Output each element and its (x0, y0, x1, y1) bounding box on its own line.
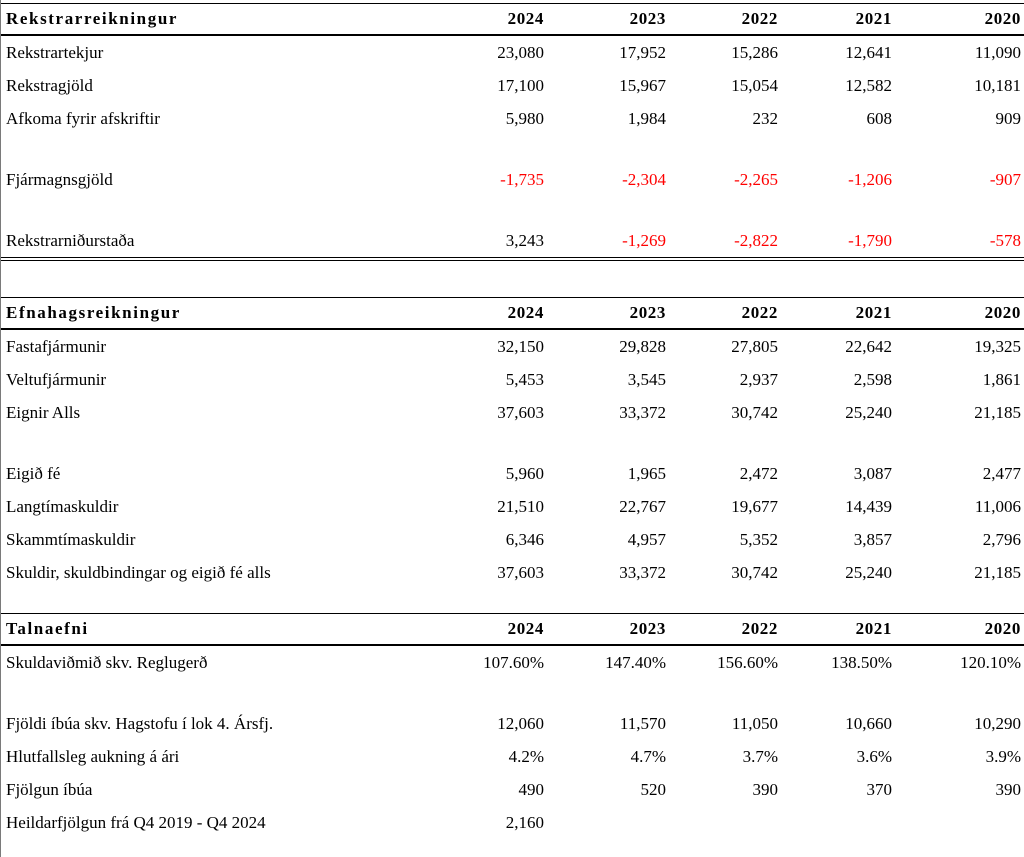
cell-value: 4.7% (630, 746, 666, 766)
cell-value: 390 (752, 779, 778, 799)
section-body (1, 329, 1024, 589)
cell-value: 232 (752, 108, 778, 128)
cell-value: 1,861 (982, 369, 1021, 389)
cell-value: 3,545 (627, 369, 666, 389)
cell-value: 2,796 (982, 529, 1021, 549)
cell-value: 15,967 (619, 75, 666, 95)
spacer-cell (1, 679, 1024, 707)
spacer-cell (1, 196, 1024, 224)
data-row (1, 773, 1024, 806)
data-row (1, 224, 1024, 259)
cell-value: 3,857 (853, 529, 892, 549)
cell-value: 22,642 (845, 336, 892, 356)
data-row (1, 490, 1024, 523)
row-label: Fjöldi íbúa skv. Hagstofu í lok 4. Ársfj. (6, 713, 274, 733)
row-label: Hlutfallsleg aukning á ári (6, 746, 180, 766)
cell-value: 120.10% (960, 652, 1021, 672)
financial-table (1, 613, 1024, 839)
row-label: Rekstrartekjur (6, 42, 104, 62)
data-row (1, 645, 1024, 679)
cell-value: 107.60% (483, 652, 544, 672)
cell-value: 5,352 (739, 529, 778, 549)
cell-value: 2,598 (853, 369, 892, 389)
year-column-header: 2020 (895, 4, 1024, 36)
section-title: Efnahagsreikningur (1, 298, 431, 330)
data-row (1, 806, 1024, 839)
year-column-header: 2024 (431, 4, 547, 36)
year-column-header: 2023 (547, 614, 669, 646)
cell-value: 11,090 (974, 42, 1021, 62)
cell-value: 33,372 (619, 562, 666, 582)
cell-value: 3,087 (853, 463, 892, 483)
report-section (1, 3, 1024, 261)
cell-value: 10,290 (974, 713, 1021, 733)
data-row (1, 396, 1024, 429)
year-column-header: 2023 (547, 298, 669, 330)
cell-value: 390 (995, 779, 1021, 799)
row-label: Afkoma fyrir afskriftir (6, 108, 160, 128)
cell-value: 156.60% (717, 652, 778, 672)
cell-value: -907 (989, 169, 1021, 189)
year-column-header: 2024 (431, 298, 547, 330)
row-label: Langtímaskuldir (6, 496, 119, 516)
year-column-header: 2020 (895, 614, 1024, 646)
cell-value: 4,957 (627, 529, 666, 549)
cell-value: 12,582 (845, 75, 892, 95)
cell-value: 29,828 (619, 336, 666, 356)
year-column-header: 2021 (781, 4, 895, 36)
cell-value: 37,603 (497, 562, 544, 582)
row-label: Eignir Alls (6, 402, 81, 422)
row-label: Skuldaviðmið skv. Reglugerð (6, 652, 208, 672)
cell-value: 25,240 (845, 562, 892, 582)
cell-value: 15,286 (731, 42, 778, 62)
cell-value: 21,185 (974, 402, 1021, 422)
row-label: Rekstrarniðurstaða (1, 224, 431, 259)
data-row (1, 523, 1024, 556)
cell-value: 14,439 (845, 496, 892, 516)
spacer-row (1, 429, 1024, 457)
row-label: Skammtímaskuldir (6, 529, 136, 549)
cell-value: 370 (866, 779, 892, 799)
data-row (1, 707, 1024, 740)
cell-value: 23,080 (497, 42, 544, 62)
cell-value: 11,050 (731, 713, 778, 733)
section-header-row (1, 4, 1024, 36)
cell-value: 25,240 (845, 402, 892, 422)
cell-value: 37,603 (497, 402, 544, 422)
cell-value: 19,325 (974, 336, 1021, 356)
cell-value: 10,181 (974, 75, 1021, 95)
cell-value: -1,735 (500, 169, 544, 189)
cell-value: 10,660 (845, 713, 892, 733)
financial-table (1, 297, 1024, 589)
row-label: Fjölgun íbúa (6, 779, 93, 799)
section-title: Talnaefni (1, 614, 431, 646)
cell-value: 5,453 (505, 369, 544, 389)
cell-value: 3,243 (431, 224, 547, 259)
data-row (1, 556, 1024, 589)
cell-value: 4.2% (508, 746, 544, 766)
cell-value: -1,206 (848, 169, 892, 189)
cell-empty (895, 806, 1024, 839)
cell-value: 2,477 (982, 463, 1021, 483)
cell-value: 17,100 (497, 75, 544, 95)
data-row (1, 363, 1024, 396)
year-column-header: 2020 (895, 298, 1024, 330)
section-title: Rekstrarreikningur (1, 4, 431, 36)
data-row (1, 102, 1024, 135)
cell-value: -2,822 (669, 224, 781, 259)
year-column-header: 2023 (547, 4, 669, 36)
year-column-header: 2022 (669, 614, 781, 646)
spacer-row (1, 135, 1024, 163)
year-column-header: 2022 (669, 298, 781, 330)
row-label: Fastafjármunir (6, 336, 107, 356)
data-row (1, 163, 1024, 196)
spacer-row (1, 679, 1024, 707)
cell-value: -2,265 (734, 169, 778, 189)
year-column-header: 2024 (431, 614, 547, 646)
cell-empty (781, 806, 895, 839)
cell-value: 520 (640, 779, 666, 799)
cell-value: 1,984 (627, 108, 666, 128)
cell-value: 1,965 (627, 463, 666, 483)
year-column-header: 2022 (669, 4, 781, 36)
cell-value: 3.9% (985, 746, 1021, 766)
cell-value: 32,150 (497, 336, 544, 356)
row-label: Rekstragjöld (6, 75, 93, 95)
data-row (1, 69, 1024, 102)
cell-value: 3.6% (856, 746, 892, 766)
cell-value: 21,510 (497, 496, 544, 516)
report-section (1, 297, 1024, 589)
section-header-row (1, 298, 1024, 330)
section-body (1, 35, 1024, 259)
cell-value: 21,185 (974, 562, 1021, 582)
spacer-cell (1, 135, 1024, 163)
row-label: Fjármagnsgjöld (6, 169, 113, 189)
row-label: Eigið fé (6, 463, 61, 483)
cell-value: -1,790 (781, 224, 895, 259)
data-row (1, 740, 1024, 773)
cell-value: 5,960 (505, 463, 544, 483)
cell-value: 490 (518, 779, 544, 799)
year-column-header: 2021 (781, 298, 895, 330)
financial-table (1, 3, 1024, 261)
data-row (1, 457, 1024, 490)
cell-value: 6,346 (505, 529, 544, 549)
data-row (1, 35, 1024, 69)
cell-value: 2,160 (505, 812, 544, 832)
cell-value: 30,742 (731, 402, 778, 422)
section-body (1, 645, 1024, 839)
cell-value: -578 (895, 224, 1024, 259)
cell-value: 5,980 (505, 108, 544, 128)
cell-value: 30,742 (731, 562, 778, 582)
cell-value: 2,472 (739, 463, 778, 483)
data-row (1, 329, 1024, 363)
cell-value: 15,054 (731, 75, 778, 95)
cell-value: -1,269 (547, 224, 669, 259)
cell-value: 12,641 (845, 42, 892, 62)
row-label: Veltufjármunir (6, 369, 107, 389)
cell-value: 19,677 (731, 496, 778, 516)
cell-value: 138.50% (831, 652, 892, 672)
cell-value: 12,060 (497, 713, 544, 733)
row-label: Skuldir, skuldbindingar og eigið fé alls (6, 562, 271, 582)
section-header-row (1, 614, 1024, 646)
cell-value: 608 (866, 108, 892, 128)
report-section (1, 613, 1024, 839)
cell-empty (547, 806, 669, 839)
cell-value: 27,805 (731, 336, 778, 356)
row-label: Heildarfjölgun frá Q4 2019 - Q4 2024 (6, 812, 266, 832)
cell-value: 3.7% (742, 746, 778, 766)
cell-value: 909 (995, 108, 1021, 128)
cell-value: 17,952 (619, 42, 666, 62)
report-sections (1, 3, 1024, 839)
year-column-header: 2021 (781, 614, 895, 646)
cell-value: 22,767 (619, 496, 666, 516)
cell-value: 33,372 (619, 402, 666, 422)
cell-value: 2,937 (739, 369, 778, 389)
spacer-cell (1, 429, 1024, 457)
spacer-row (1, 196, 1024, 224)
cell-value: 11,570 (619, 713, 666, 733)
cell-value: 147.40% (605, 652, 666, 672)
cell-empty (669, 806, 781, 839)
cell-value: -2,304 (622, 169, 666, 189)
cell-value: 11,006 (974, 496, 1021, 516)
